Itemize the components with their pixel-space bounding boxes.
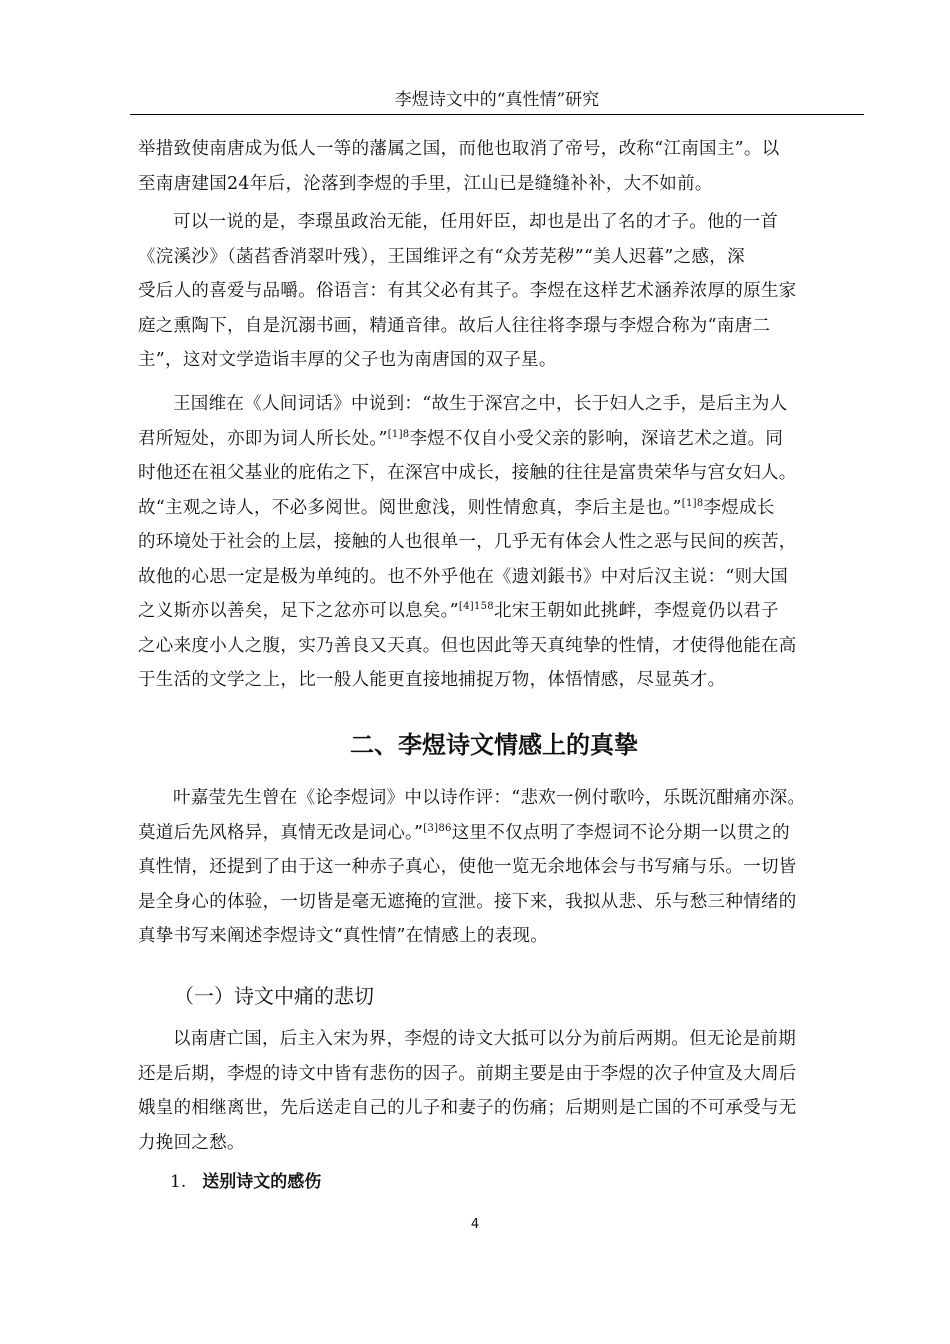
header-rule — [130, 114, 864, 115]
text-line: 叶嘉莹先生曾在《论李煜词》中以诗作评：“悲欢一例付歌吟，乐既沉酣痛亦深。 — [173, 788, 806, 808]
text-line: 王国维在《人间词话》中说到：“故生于深宫之中，长于妇人之手，是后主为人 — [173, 394, 788, 414]
text-line: 是全身心的体验，一切皆是毫无遮掩的宣泄。接下来，我拟从悲、乐与愁三种情绪的 — [138, 891, 797, 912]
citation: [1]8 — [387, 428, 410, 440]
text-line: 举措致使南唐成为低人一等的藩属之国，而他也取消了帝号，改称“江南国主”。以 — [138, 139, 780, 159]
running-header: 李煜诗文中的“真性情”研究 — [394, 90, 600, 110]
text-line: 莫道后先风格异，真情无改是词心。”$^{[3]86}$这里不仅点明了李煜词不论分期一以贯之的 — [138, 822, 790, 843]
text-line: 于生活的文学之上，比一般人能更直接地捕捉万物，体悟情感，尽显英才。 — [138, 670, 726, 690]
text-line: 娥皇的相继离世，先后送走自己的儿子和妻子的伤痛；后期则是亡国的不可承受与无 — [138, 1098, 797, 1118]
item-title: 送别诗文的感伤 — [202, 1172, 322, 1192]
text-line: 力挽回之愁。 — [138, 1132, 245, 1153]
text-line: 之心来度小人之腹，实乃善良又天真。但也因此等天真纯挚的性情，才使得他能在高 — [138, 635, 797, 656]
text-line: 可以一说的是，李璟虽政治无能，任用奸臣，却也是出了名的才子。他的一首 — [173, 212, 779, 232]
paragraph-li-jing — [138, 205, 850, 378]
text-line: 以南唐亡国，后主入宋为界，李煜的诗文大抵可以分为前后两期。但无论是前期 — [173, 1029, 796, 1049]
text-line: 至南唐建国24年后，沦落到李煜的手里，江山已是缝缝补补，大不如前。 — [138, 173, 713, 194]
text-line: 还是后期，李煜的诗文中皆有悲伤的因子。前期主要是由于李煜的次子仲宣及大周后 — [138, 1063, 797, 1084]
item-number: 1. — [170, 1172, 187, 1192]
text-line: 之义斯亦以善矣，足下之忿亦可以息矣。”$^{[4]158}$北宋王朝如此挑衅，李煜竟仍以君子 — [138, 601, 779, 621]
text-line: 时他还在祖父基业的庇佑之下，在深宫中成长，接触的往往是富贵荣华与宫女妇人。 — [138, 463, 797, 483]
numbered-heading — [170, 1167, 321, 1197]
paragraph-periods — [138, 1022, 850, 1160]
paragraph-continuation — [138, 132, 850, 201]
text-line: 主”，这对文学造诣丰厚的父子也为南唐国的双子星。 — [138, 350, 557, 370]
section-heading: 二、李煜诗文情感上的真挚 — [350, 731, 638, 759]
citation: [1]8 — [681, 497, 704, 509]
paragraph-wang-guowei — [138, 387, 850, 698]
text-line: 的环境处于社会的上层，接触的人也很单一，几乎无有体会人性之恶与民间的疾苦， — [138, 532, 797, 552]
text-line: 受后人的喜爱与品嚼。俗语言：有其父必有其子。李煜在这样艺术涵养浓厚的原生家 — [138, 281, 797, 301]
paragraph-ye-jiaying — [138, 781, 850, 954]
text-line: 庭之熏陶下，自是沉溺书画，精通音律。故后人往往将李璟与李煜合称为“南唐二 — [138, 315, 771, 336]
text-line: 《浣溪沙》（菡萏香消翠叶残），王国维评之有“众芳芜秽”“美人迟暮”之感，深 — [138, 246, 745, 267]
text-line: 君所短处，亦即为词人所长处。”$^{[1]8}$李煜不仅自小受父亲的影响，深谙艺术之道。同 — [138, 428, 784, 449]
text-line: 故他的心思一定是极为单纯的。也不外乎他在《遗刘鋹书》中对后汉主说：“则大国 — [138, 566, 789, 587]
subsection-heading: （一）诗文中痛的悲切 — [174, 984, 374, 1008]
text-line: 真挚书写来阐述李煜诗文“真性情”在情感上的表现。 — [138, 926, 549, 946]
page-number: 4 — [470, 1217, 480, 1232]
citation: [3]86 — [423, 822, 452, 834]
text-line: 故“主观之诗人，不必多阅世。阅世愈浅，则性情愈真，李后主是也。”$^{[1]8}$李煜成长 — [138, 497, 775, 518]
citation: [4]158 — [458, 601, 494, 612]
text-line: 真性情，还提到了由于这一种赤子真心，使他一览无余地体会与书写痛与乐。一切皆 — [138, 857, 797, 877]
